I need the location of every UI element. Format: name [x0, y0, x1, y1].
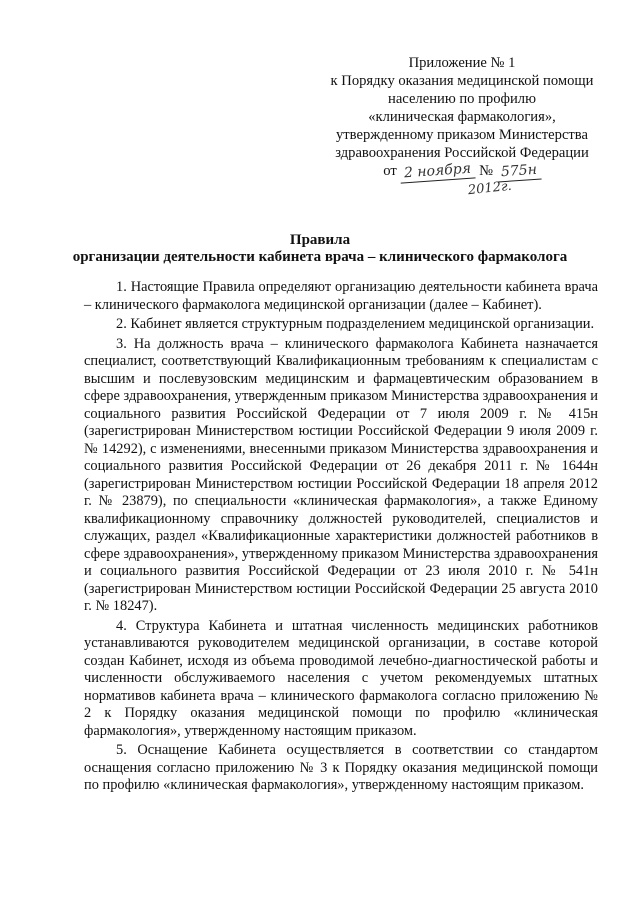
document-subtitle: организации деятельности кабинета врача – клинического фармаколога: [72, 249, 568, 265]
handwritten-number: 575н: [496, 160, 541, 182]
signature-line: [312, 160, 612, 199]
appendix-header: [312, 54, 612, 199]
appendix-line-2: к Порядку оказания медицинской помощи: [330, 73, 594, 89]
appendix-line-1: Приложение № 1: [408, 55, 516, 71]
paragraph-1: 1. Настоящие Правила определяют организацию деятельности кабинета врача – клинического фармаколога медицинской организации (далее – Кабинет).: [84, 279, 598, 313]
appendix-line-5: утвержденному приказом Министерства: [336, 127, 588, 143]
paragraph-4: 4. Структура Кабинета и штатная численность медицинских работников устанавливаются руководителем медицинской организации, в составе которой создан Кабинет, исходя из объема проводимой лечебно-диагностической работы и численности обслуживаемого населения с учетом рекомендуемых штатных нормативов кабинета врача – клинического фармаколога согласно приложению № 2 к Порядку оказания медицинской помощи по профилю «клиническая фармакология», утвержденному настоящим приказом.: [84, 617, 598, 739]
number-label: №: [479, 163, 494, 179]
appendix-line-6: здравоохранения Российской Федерации: [335, 145, 589, 161]
handwritten-year: 2012г.: [467, 178, 513, 199]
appendix-line-3: населению по профилю: [388, 91, 536, 107]
paragraph-2: 2. Кабинет является структурным подразделением медицинской организации.: [116, 316, 595, 332]
document-body: [84, 279, 598, 797]
document-title: Правила: [289, 232, 351, 248]
appendix-line-4: «клиническая фармакология»,: [368, 109, 556, 125]
paragraph-3: 3. На должность врача – клинического фармаколога Кабинета назначается специалист, соответствующий Квалификационным требованиям к специалистам с высшим и послевузовским медицинским и фармацевтическим образованием в сфере здравоохранения, утвержденным приказом Министерства здравоохранения и социального развития Российской Федерации от 7 июля 2009 г. № 415н (зарегистрирован Министерством юстиции Российской Федерации 9 июля 2009 г. № 14292), с изменениями, внесенными приказом Министерства здравоохранения и социального развития Российской Федерации от 26 декабря 2011 г. № 1644н (зарегистрирован Министерством юстиции Российской Федерации 18 апреля 2012 г. № 23879), по специальности «клиническая фармакология», а также Единому квалификационному справочнику должностей руководителей, специалистов и служащих, раздел «Квалификационные характеристики должностей работников в сфере здравоохранения», утвержденному приказом Министерства здравоохранения и социального развития Российской Федерации от 23 июля 2010 г. № 541н (зарегистрирован Министерством юстиции Российской Федерации 25 августа 2010 г. № 18247).: [84, 335, 598, 614]
paragraph-5: 5. Оснащение Кабинета осуществляется в соответствии со стандартом оснащения согласно приложению № 3 к Порядку оказания медицинской помощи по профилю «клиническая фармакология», утвержденному настоящим приказом.: [84, 742, 598, 793]
handwritten-date: 2 ноября: [400, 159, 476, 183]
from-label: от: [383, 163, 397, 179]
